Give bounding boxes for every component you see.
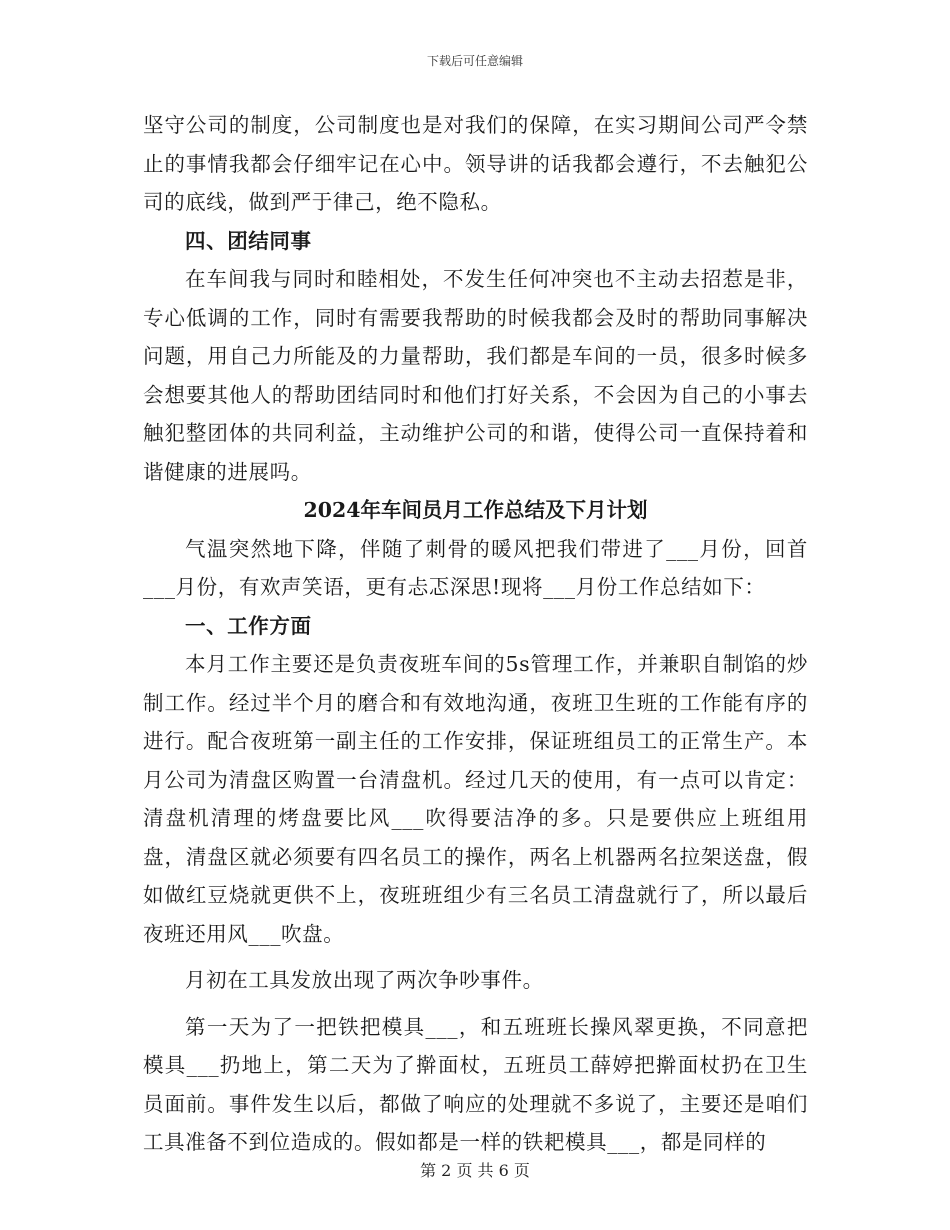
document-title: 2024年车间员月工作总结及下月计划	[303, 498, 648, 522]
paragraph-rules: 坚守公司的制度，公司制度也是对我们的保障，在实习期间公司严令禁止的事情我都会仔细牢记在心中。领导讲的话我都会遵行，不去触犯公司的底线，做到严于律己，绝不隐私。	[143, 113, 808, 214]
paragraph-dispute-detail: 第一天为了一把铁把模具___，和五班班长操风翠更换，不同意把模具___扔地上，第二天为了擀面杖，五班员工薛婷把擀面杖扔在卫生员面前。事件发生以后，都做了响应的处理就不多说了，主要还是咱们工具准备不到位造成的。假如都是一样的铁耙模具___，都是同样的	[143, 1014, 808, 1154]
paragraph-unity: 在车间我与同时和睦相处，不发生任何冲突也不主动去招惹是非，专心低调的工作，同时有需要我帮助的时候我都会及时的帮助同事解决问题，用自己力所能及的力量帮助，我们都是车间的一员，很多时候多会想要其他人的帮助团结同时和他们打好关系，不会因为自己的小事去触犯整团体的共同利益，主动维护公司的和谐，使得公司一直保持着和谐健康的进展吗。	[143, 267, 808, 484]
section-heading-work: 一、工作方面	[185, 613, 312, 638]
paragraph-dispute: 月初在工具发放出现了两次争吵事件。	[185, 968, 544, 992]
page-header: 下载后可任意编辑	[426, 54, 523, 68]
paragraph-intro: 气温突然地下降，伴随了刺骨的暖风把我们带进了___月份，回首___月份，有欢声笑语，更有忐忑深思!现将___月份工作总结如下：	[143, 536, 808, 599]
document-body	[143, 106, 808, 1162]
paragraph-work: 本月工作主要还是负责夜班车间的5s管理工作，并兼职自制馅的炒制工作。经过半个月的磨合和有效地沟通，夜班卫生班的工作能有序的进行。配合夜班第一副主任的工作安排，保证班组员工的正常生产。本月公司为清盘区购置一台清盘机。经过几天的使用，有一点可以肯定：清盘机清理的烤盘要比风___吹得要洁净的多。只是要供应上班组用盘，清盘区就必须要有四名员工的操作，两名上机器两名拉架送盘，假如做红豆烧就更供不上，夜班班组少有三名员工清盘就行了，所以最后夜班还用风___吹盘。	[143, 652, 808, 946]
page-footer: 第 2 页 共 6 页	[420, 1161, 530, 1180]
section-heading-unity: 四、团结同事	[185, 228, 312, 253]
